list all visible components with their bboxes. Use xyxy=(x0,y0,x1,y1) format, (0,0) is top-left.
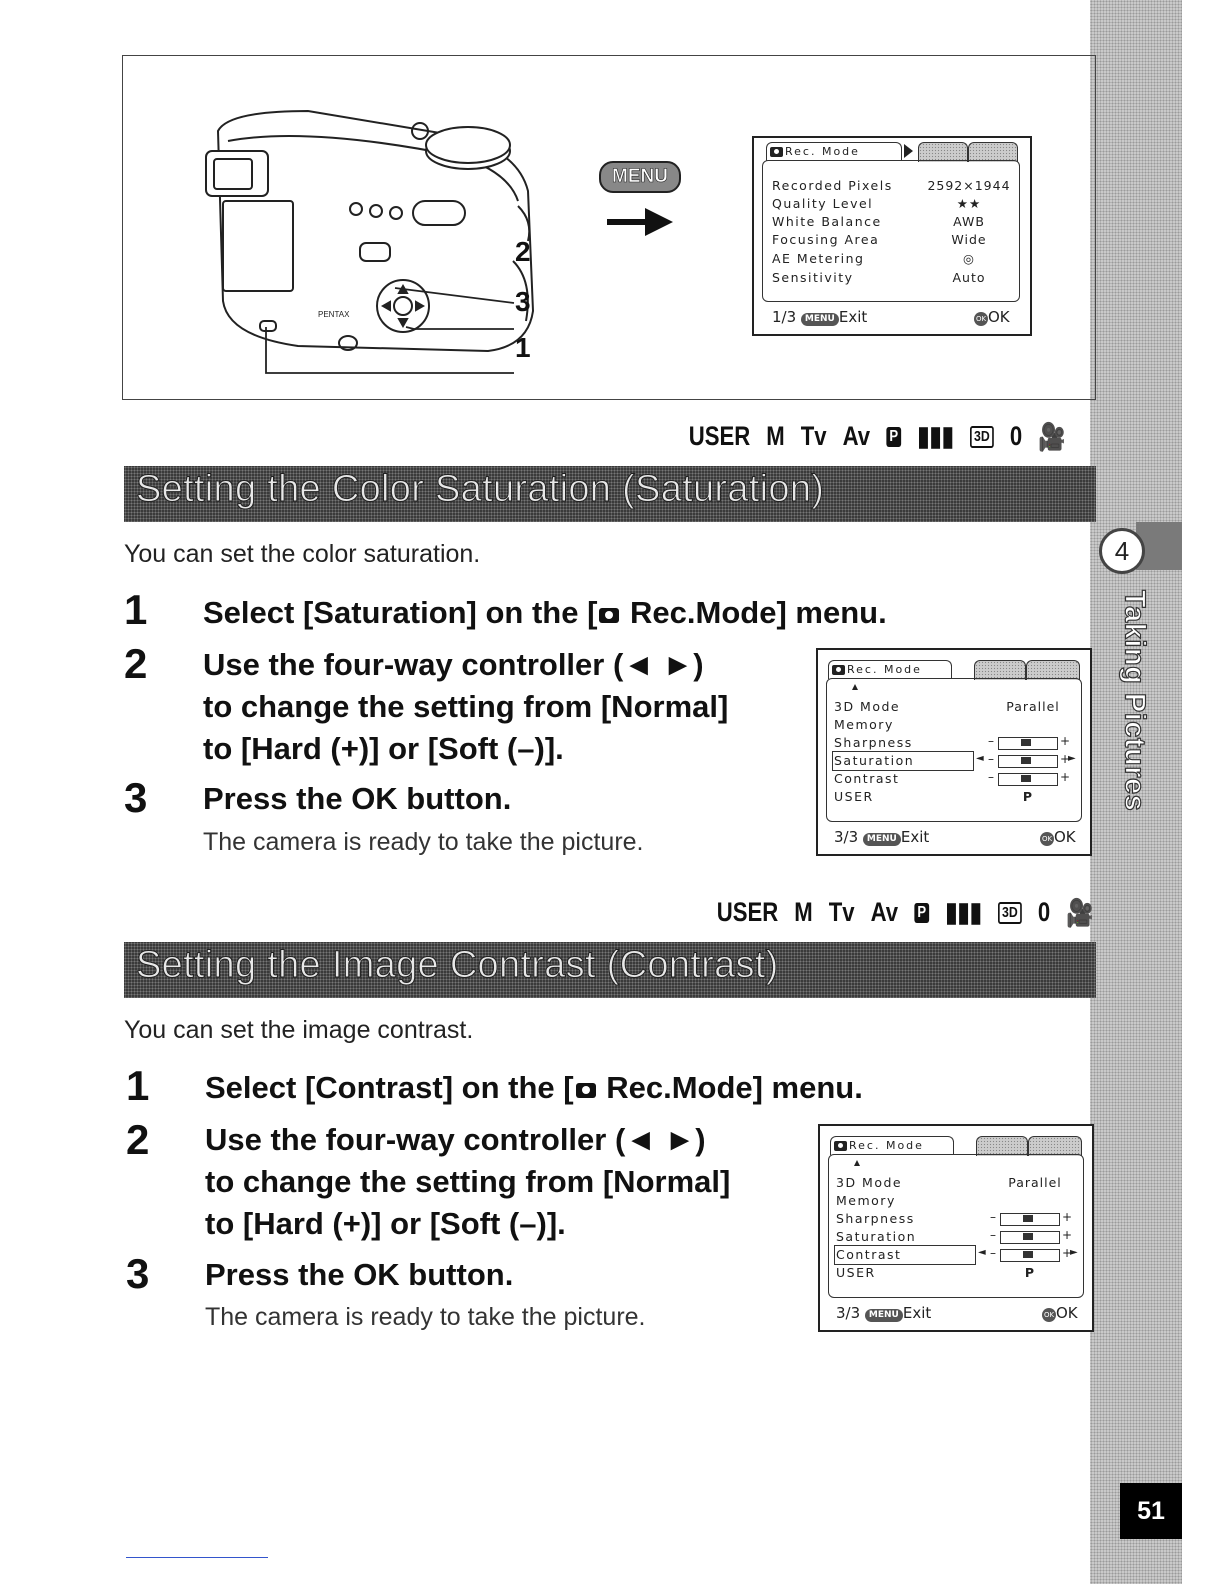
chapter-number: 4 xyxy=(1099,528,1145,574)
row-value: AWB xyxy=(953,214,985,229)
row-label: Focusing Area xyxy=(772,232,880,247)
step-2-line: to [Hard (+)] or [Soft (–)]. xyxy=(203,731,564,766)
row-label: USER xyxy=(836,1265,876,1280)
plus-icon: + xyxy=(1060,734,1071,748)
footer-ok: OK xyxy=(1056,1304,1078,1322)
playback-tab xyxy=(918,142,968,162)
menu-icon: MENU xyxy=(801,313,839,326)
section-header-saturation xyxy=(124,466,1096,522)
plus-icon: + xyxy=(1062,1246,1073,1260)
plus-icon: + xyxy=(1060,752,1071,766)
screen-tab xyxy=(828,660,952,679)
camera-brand-label: PENTAX xyxy=(318,310,350,319)
step-text-part: Rec.Mode] menu. xyxy=(597,1070,863,1105)
row-label: Saturation xyxy=(836,1229,917,1244)
step-number: 1 xyxy=(126,1062,150,1109)
ok-icon: OK xyxy=(974,312,988,326)
3d-mode-icon: 3D xyxy=(998,902,1022,924)
row-value: P xyxy=(1024,1265,1036,1280)
row-label: Quality Level xyxy=(772,196,874,211)
slider-track xyxy=(998,755,1058,768)
arrow-right-icon xyxy=(605,204,675,240)
scroll-up-icon xyxy=(854,1160,860,1166)
section-header-contrast xyxy=(124,942,1096,998)
step-number: 3 xyxy=(124,774,148,821)
plus-icon: + xyxy=(1062,1210,1073,1224)
step-2-line: Use the four-way controller (◄ ►) xyxy=(203,647,704,682)
row-label: USER xyxy=(834,789,874,804)
camera-figure xyxy=(122,55,1096,400)
rec-mode-screen-1 xyxy=(752,136,1032,336)
row-label: Sharpness xyxy=(834,735,913,750)
step-number: 3 xyxy=(126,1250,150,1297)
minus-icon: – xyxy=(990,1246,996,1260)
menu-button-label: MENU xyxy=(612,166,668,187)
footer-exit: Exit xyxy=(902,1304,932,1322)
section-intro: You can set the color saturation. xyxy=(124,540,481,568)
mode-p-icon: P xyxy=(886,427,901,447)
footer-exit: Exit xyxy=(900,828,930,846)
mode-m: M xyxy=(766,421,785,452)
row-label: Contrast xyxy=(834,771,900,786)
menu-icon: MENU xyxy=(865,1309,903,1322)
step-text-part: Select [Saturation] on the [ xyxy=(203,595,598,630)
row-value: Auto xyxy=(952,270,986,285)
ok-icon: OK xyxy=(1042,1308,1056,1322)
callout-1: 1 xyxy=(515,332,531,363)
section-title: Setting the Image Contrast (Contrast) xyxy=(136,944,779,986)
camera-icon xyxy=(770,147,783,157)
slider-track xyxy=(1000,1231,1060,1244)
step-number: 2 xyxy=(124,640,148,687)
row-label: Memory xyxy=(836,1193,896,1208)
screen-footer-ok xyxy=(974,308,1010,326)
callout-2: 2 xyxy=(515,236,531,267)
screen-footer-ok xyxy=(1040,828,1076,846)
row-value: 2592×1944 xyxy=(927,178,1011,193)
chapter-title: Taking Pictures xyxy=(1118,590,1151,812)
callout-3: 3 xyxy=(515,286,531,317)
mode-user: USER xyxy=(716,897,779,928)
plus-icon: + xyxy=(1060,770,1071,784)
slider-track xyxy=(998,737,1058,750)
screen-footer xyxy=(836,1304,931,1322)
minus-icon: – xyxy=(990,1228,996,1242)
rec-mode-screen-2 xyxy=(816,648,1092,856)
tab-arrow-icon xyxy=(904,144,913,158)
row-value: ★★ xyxy=(956,196,982,211)
setup-tab xyxy=(1028,1136,1082,1156)
left-arrow-icon: ◄ xyxy=(978,1247,986,1258)
camera-icon xyxy=(832,665,845,675)
screen-footer xyxy=(772,308,867,326)
plus-icon: + xyxy=(1062,1228,1073,1242)
slider-track xyxy=(1000,1213,1060,1226)
screen-footer xyxy=(834,828,929,846)
step-2-line: Use the four-way controller (◄ ►) xyxy=(205,1122,706,1157)
row-label: 3D Mode xyxy=(834,699,901,714)
setup-tab xyxy=(1026,660,1080,680)
row-label-selected: Contrast xyxy=(836,1247,902,1262)
row-label: 3D Mode xyxy=(836,1175,903,1190)
step-2-line: to change the setting from [Normal] xyxy=(203,689,729,724)
mode-tv: Tv xyxy=(800,421,827,452)
movie-mode-icon: 🎥 xyxy=(1066,897,1094,928)
mode-tv: Tv xyxy=(828,897,855,928)
playback-tab xyxy=(974,660,1026,680)
slider-track xyxy=(1000,1249,1060,1262)
screen-tab-label: Rec. Mode xyxy=(847,663,922,676)
step-note: The camera is ready to take the picture. xyxy=(205,1303,646,1331)
right-arrow-icon: ► xyxy=(1068,753,1076,764)
rec-mode-screen-3 xyxy=(818,1124,1094,1332)
minus-icon: – xyxy=(988,752,994,766)
minus-icon: – xyxy=(988,734,994,748)
footer-exit: Exit xyxy=(838,308,868,326)
row-value: Parallel xyxy=(1006,699,1060,714)
page-number: 51 xyxy=(1120,1483,1182,1539)
step-text-part: Rec.Mode] menu. xyxy=(621,595,887,630)
row-value: Parallel xyxy=(1008,1175,1062,1190)
row-value: Wide xyxy=(951,232,987,247)
minus-icon: – xyxy=(990,1210,996,1224)
mode-av: Av xyxy=(842,421,871,452)
setup-tab xyxy=(968,142,1018,162)
step-number: 1 xyxy=(124,586,148,633)
ok-icon: OK xyxy=(1040,832,1054,846)
footer-rule xyxy=(126,1557,268,1558)
right-arrow-icon: ► xyxy=(1070,1247,1078,1258)
step-2-line: to [Hard (+)] or [Soft (–)]. xyxy=(205,1206,566,1241)
screen-tab-label: Rec. Mode xyxy=(785,145,860,158)
step-3-text: Press the OK button. xyxy=(205,1257,514,1292)
mode-availability-strip xyxy=(679,420,1066,453)
continuous-mode-icon: ▮▮▮ xyxy=(917,421,955,452)
screen-tab-label: Rec. Mode xyxy=(849,1139,924,1152)
row-label: Recorded Pixels xyxy=(772,178,893,193)
camera-icon xyxy=(834,1141,847,1151)
metering-icon: ◎ xyxy=(963,251,975,266)
continuous-mode-icon: ▮▮▮ xyxy=(945,897,983,928)
step-text-part: Select [Contrast] on the [ xyxy=(205,1070,574,1105)
camera-illustration xyxy=(188,81,608,391)
footer-ok: OK xyxy=(988,308,1010,326)
step-1-text xyxy=(203,592,887,634)
footer-page: 1/3 xyxy=(772,308,797,326)
slider-track xyxy=(998,773,1058,786)
row-label: Memory xyxy=(834,717,894,732)
mode-availability-strip xyxy=(707,896,1094,929)
camera-icon xyxy=(576,1083,596,1098)
left-arrow-icon: ◄ xyxy=(976,753,984,764)
row-label-selected: Saturation xyxy=(834,753,915,768)
step-1-text xyxy=(205,1067,863,1109)
footer-page: 3/3 xyxy=(836,1304,861,1322)
footer-page: 3/3 xyxy=(834,828,859,846)
screen-tab xyxy=(830,1136,954,1155)
mode-m: M xyxy=(794,897,813,928)
row-label: White Balance xyxy=(772,214,882,229)
mode-p-icon: P xyxy=(914,903,929,923)
screen-tab xyxy=(766,142,902,161)
step-3-text: Press the OK button. xyxy=(203,781,512,816)
night-mode-icon: 0 xyxy=(1038,897,1051,928)
menu-button-icon xyxy=(599,161,681,193)
3d-mode-icon: 3D xyxy=(970,426,994,448)
night-mode-icon: 0 xyxy=(1010,421,1023,452)
scroll-up-icon xyxy=(852,684,858,690)
section-intro: You can set the image contrast. xyxy=(124,1016,474,1044)
mode-user: USER xyxy=(688,421,751,452)
row-label: Sensitivity xyxy=(772,270,854,285)
step-number: 2 xyxy=(126,1116,150,1163)
mode-av: Av xyxy=(870,897,899,928)
menu-icon: MENU xyxy=(863,833,901,846)
camera-icon xyxy=(599,608,619,623)
footer-ok: OK xyxy=(1054,828,1076,846)
section-title: Setting the Color Saturation (Saturation) xyxy=(136,468,825,510)
row-value: P xyxy=(1022,789,1034,804)
step-2-line: to change the setting from [Normal] xyxy=(205,1164,731,1199)
row-label: AE Metering xyxy=(772,251,865,266)
playback-tab xyxy=(976,1136,1028,1156)
minus-icon: – xyxy=(988,770,994,784)
screen-footer-ok xyxy=(1042,1304,1078,1322)
movie-mode-icon: 🎥 xyxy=(1038,421,1066,452)
row-label: Sharpness xyxy=(836,1211,915,1226)
step-note: The camera is ready to take the picture. xyxy=(203,828,644,856)
